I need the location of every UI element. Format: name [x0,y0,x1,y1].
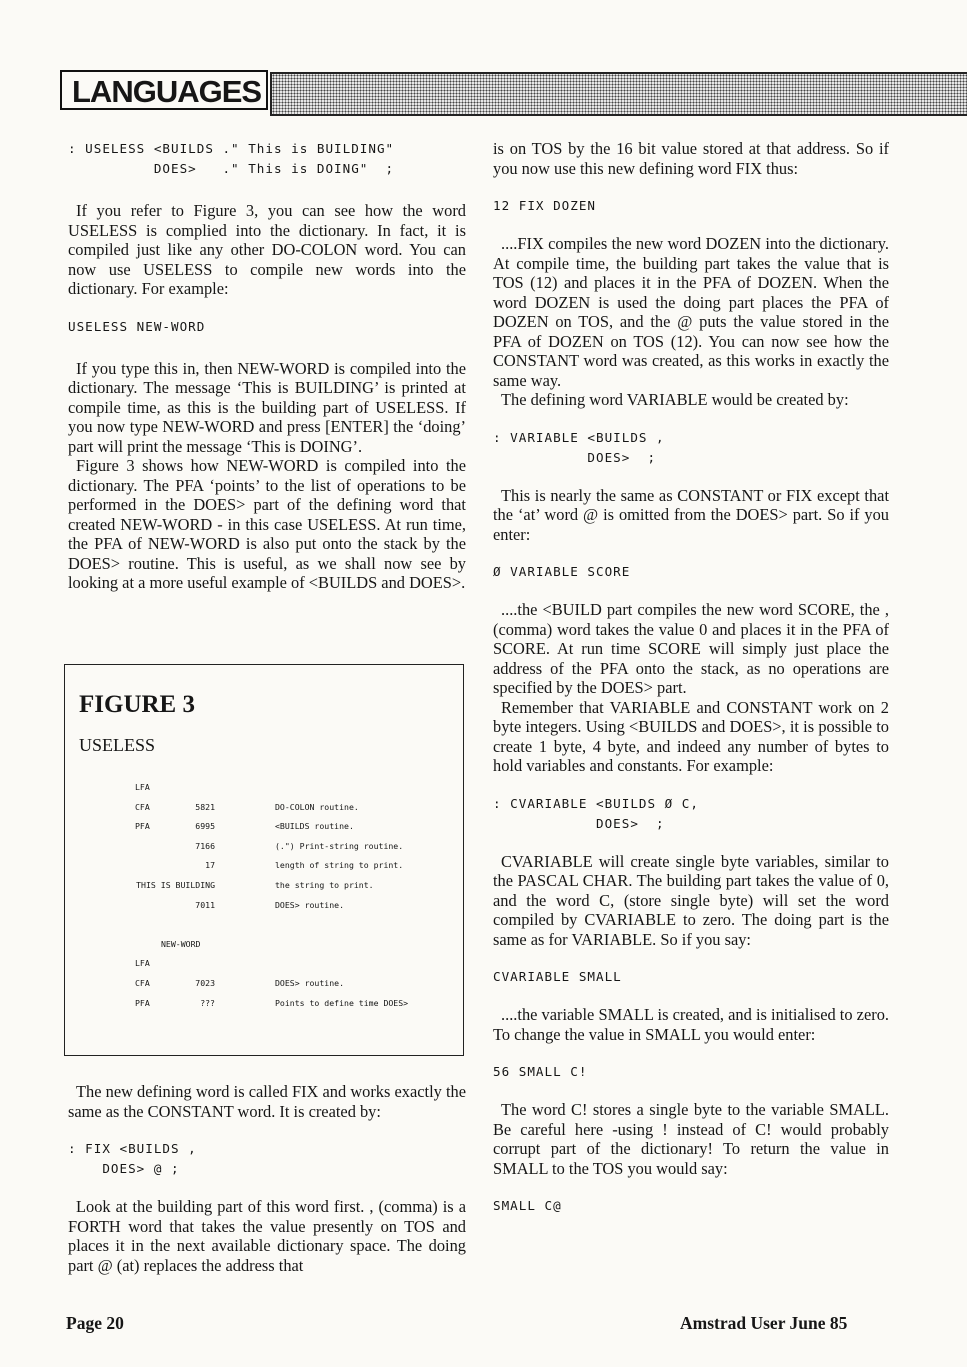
figure-description: length of string to print. [275,860,404,871]
code-block: USELESS NEW-WORD [68,318,206,334]
paragraph: ....FIX compiles the new word DOZEN into the dictionary. At compile time, the building part takes the value that is TOS (12) and places it in the PFA of DOZEN. When the word DOZEN is used the doing part places the PFA of DOZEN on TOS, and the @ puts the value stored in the PFA of DOZEN on TOS (12). You can now see how the CONSTANT word was created, as this works in exactly the same way. [493,234,889,390]
figure-field-label: LFA [135,782,150,792]
code-block: : USELESS <BUILDS ." This is BUILDING" DOES> ." This is DOING" ; [68,141,395,176]
header-pattern [270,72,967,116]
figure-box [64,664,464,1056]
paragraph: ....the variable SMALL is created, and is initialised to zero. To change the value in SMALL you would enter: [493,1005,889,1044]
paragraph: If you type this in, then NEW-WORD is compiled into the dictionary. The message ‘This is BUILDING’ is printed at compile time, as this is the building part of USELESS. If you now type NEW-WORD and press [ENTER] the ‘doing’ part will print the message ‘This is DOING’. [68,358,466,456]
paragraph: The word C! stores a single byte to the variable SMALL. Be careful here -using ! instead of C! would probably corrupt part of the dictionary! To return the value in SMALL to the TOS you would say: [493,1100,889,1178]
figure-value: THIS IS BUILDING [136,880,215,890]
paragraph: Remember that VARIABLE and CONSTANT work on 2 byte integers. Using <BUILDS and DOES>, it is possible to create 1 byte, 4 byte, and indeed any number of bytes to hold variables and constants. For example: [493,697,889,775]
figure-field-label: CFA [135,978,150,988]
figure-row [65,779,465,795]
code-block: : CVARIABLE <BUILDS Ø C, DOES> ; [493,795,699,831]
paragraph: This is nearly the same as CONSTANT or FIX except that the ‘at’ word @ is omitted from the DOES> part. So if you enter: [493,485,889,544]
figure-description: DOES> routine. [275,978,345,988]
code-block: 56 SMALL C! [493,1064,588,1079]
paragraph: The new defining word is called FIX and works exactly the same as the CONSTANT word. It is created by: [68,1082,466,1121]
paragraph: The defining word VARIABLE would be created by: [501,390,849,409]
figure-value: 7023 [195,978,215,988]
paragraph: ....the <BUILD part compiles the new word SCORE, the , (comma) word takes the value 0 and places it in the PFA of SCORE. At run time SCORE will simply just place the address of the PFA onto the stack, as no operations are specified by the DOES> part. [493,600,889,697]
section-header [60,70,967,114]
figure-value: 17 [205,860,215,871]
paragraph: CVARIABLE will create single byte variables, similar to the PASCAL CHAR. The building part takes the value of 0, and the word C, (store single byte) will set the word compiled by CVARIABLE to zero. The doing part is the same as for VARIABLE. So if you say: [493,851,889,949]
figure-description: the string to print. [275,880,374,890]
figure-description: <BUILDS routine. [275,821,354,832]
code-block: CVARIABLE SMALL [493,969,622,984]
figure-subtitle: USELESS [79,735,156,755]
figure-row [65,838,465,854]
figure-row [65,897,465,913]
figure-field-label: PFA [135,821,150,832]
figure-row [65,818,465,834]
figure-description: DOES> routine. [275,899,345,910]
left-column-lower [68,1082,466,1275]
figure-row [65,975,465,991]
left-column [68,139,466,593]
paragraph: If you refer to Figure 3, you can see how the word USELESS is complied into the dictionary. In fact, it is compiled just like any other DO-COLON word. You can now use USELESS to compile new words into the dictionary. For example: [68,201,466,298]
figure-value: 6995 [195,821,215,832]
figure-field-label: PFA [135,997,150,1008]
right-column [493,139,889,1216]
figure-word-name: NEW-WORD [161,938,201,949]
page-number: Page 20 [66,1313,124,1333]
paragraph: Figure 3 shows how NEW-WORD is compiled into the dictionary. The PFA ‘points’ to the list of operations to be performed in the DOES> part of the defining word that created NEW-WORD - in this case USELESS. At run time, the PFA of NEW-WORD is also put onto the stack by the DOES> routine. This is useful, as we shall now see by looking at a more useful example of <BUILDS and DOES>. [68,456,466,592]
paragraph: Look at the building part of this word first. , (comma) is a FORTH word that takes the value presently on TOS and places it in the next available dictionary space. The doing part @ (at) replaces the address that [68,1197,466,1275]
figure-field-label: LFA [135,958,150,969]
code-block: Ø VARIABLE SCORE [493,564,631,579]
figure-row [65,857,465,873]
figure-row [65,995,465,1011]
paragraph: is on TOS by the 16 bit value stored at that address. So if you now use this new defining word FIX thus: [493,139,889,178]
code-block: : VARIABLE <BUILDS , DOES> ; [493,429,665,465]
figure-value: 7166 [195,840,215,851]
figure-value: 5821 [195,801,215,812]
figure-description: Points to define time DOES> [275,997,409,1008]
figure-title: FIGURE 3 [79,691,195,718]
figure-row [65,936,465,952]
figure-row [65,955,465,971]
figure-row [65,916,465,932]
section-title: LANGUAGES [60,70,268,110]
figure-value: ??? [200,997,215,1008]
figure-row [65,799,465,815]
code-block: : FIX <BUILDS , DOES> @ ; [68,1141,197,1176]
figure-row [65,877,465,893]
magazine-issue: Amstrad User June 85 [680,1313,848,1333]
figure-description: DO-COLON routine. [275,801,359,812]
figure-value: 7011 [195,899,215,910]
code-block: SMALL C@ [493,1198,562,1213]
code-block: 12 FIX DOZEN [493,198,596,213]
figure-description: (.") Print-string routine. [275,840,404,851]
figure-field-label: CFA [135,801,150,812]
